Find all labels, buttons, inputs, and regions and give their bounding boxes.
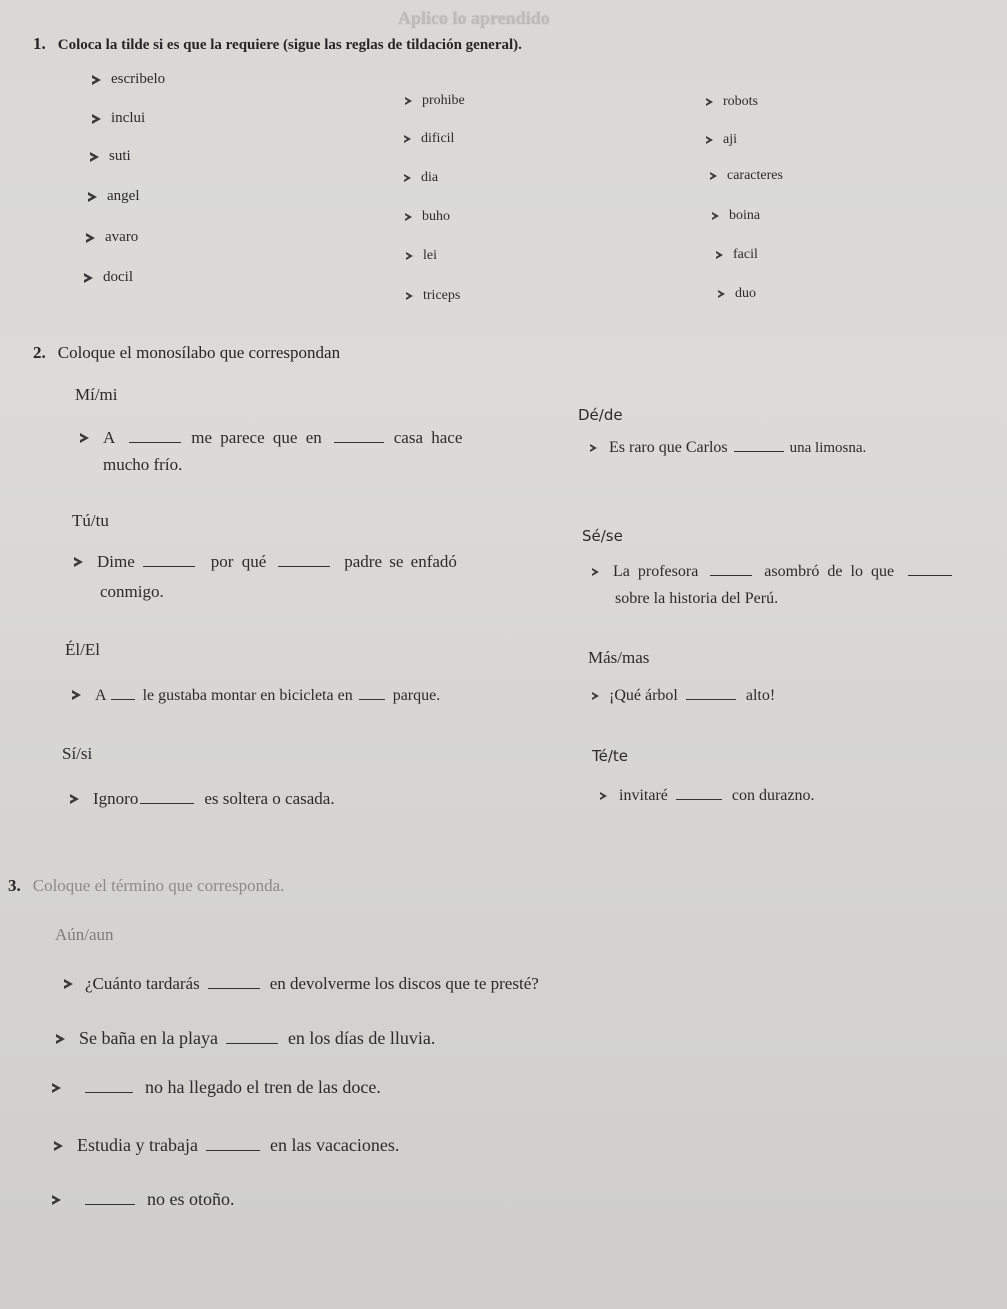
section-heading-mi: Mí/mi [75,385,118,404]
answer-blank[interactable] [278,564,330,567]
q1-item [92,110,145,127]
arrow-bullet-icon [84,273,93,283]
arrow-bullet-icon [590,444,597,452]
q1-item [92,71,165,88]
q1-item [716,247,758,263]
arrow-bullet-icon [706,98,713,106]
section-heading-se: Sé/se [582,527,623,545]
answer-blank[interactable] [208,986,260,989]
exercise-text: es soltera o casada. [204,789,335,808]
page-title: Aplico lo aprendido [398,8,550,28]
q1-word: lei [423,248,437,263]
answer-blank[interactable] [676,797,722,800]
exercise-te-line [600,787,815,805]
q1-word: dia [421,170,439,185]
exercise-text: Ignoro [93,789,139,808]
arrow-bullet-icon [92,114,101,124]
answer-blank[interactable] [710,573,752,576]
exercise-text: le gustaba montar en bicicleta en [142,687,353,704]
arrow-bullet-icon [406,252,413,260]
arrow-bullet-icon [404,174,411,182]
q1-word: inclui [111,110,146,126]
arrow-bullet-icon [600,792,607,800]
q1-item [706,94,758,110]
exercise-tu-line2: conmigo. [100,582,164,601]
arrow-bullet-icon [405,97,412,105]
q1-word: aji [723,132,737,147]
exercise-text: Es raro que Carlos [609,439,728,456]
exercise-aun-line [56,1028,435,1049]
answer-blank[interactable] [111,697,135,700]
exercise-text: asombró de lo que [764,563,895,580]
answer-blank[interactable] [206,1148,260,1151]
arrow-bullet-icon [592,692,599,700]
q1-item [88,188,139,205]
arrow-bullet-icon [404,135,411,143]
q1-word: escribelo [111,71,166,87]
answer-blank[interactable] [686,697,736,700]
exercise-aun-line [52,1189,235,1210]
exercise-text: padre se enfadó [344,552,457,571]
question-2-text: Coloque el monosílabo que correspondan [57,343,341,362]
exercise-text: en devolverme los discos que te presté? [269,974,539,993]
question-1-number: 1. [33,34,46,53]
exercise-text: ¡Qué árbol [609,687,678,704]
exercise-se-line1 [592,563,952,581]
exercise-mi-line2: mucho frío. [103,455,183,474]
question-3-heading [8,876,284,896]
answer-blank[interactable] [734,449,784,452]
arrow-bullet-icon [406,292,413,300]
exercise-text: me parece que en [191,428,322,447]
q1-item [710,168,783,184]
section-heading-te: Té/te [592,747,629,765]
arrow-bullet-icon [74,557,83,567]
arrow-bullet-icon [56,1034,65,1044]
q1-item [90,148,131,165]
q1-word: avaro [105,229,139,245]
exercise-text: La profesora [613,563,699,580]
exercise-text: por qué [210,552,267,571]
question-1-heading [33,34,522,54]
exercise-aun-line [54,1135,399,1156]
q1-item [706,132,737,148]
q1-item [405,209,450,225]
q1-item [712,208,760,224]
answer-blank[interactable] [140,801,194,804]
exercise-text: Dime [97,552,135,571]
q1-item [405,93,465,109]
answer-blank[interactable] [908,573,952,576]
exercise-text: en las vacaciones. [269,1135,400,1155]
arrow-bullet-icon [405,213,412,221]
section-heading-de: Dé/de [578,406,623,424]
section-heading-aun: Aún/aun [55,925,114,944]
exercise-text: Estudia y trabaja [77,1135,198,1155]
section-heading-el: Él/El [65,640,100,659]
arrow-bullet-icon [86,233,95,243]
exercise-text: en los días de lluvia. [287,1028,436,1048]
arrow-bullet-icon [710,172,717,180]
q1-word: facil [733,247,758,262]
exercise-text: ¿Cuánto tardarás [85,974,200,993]
q1-word: triceps [423,288,461,303]
exercise-text: no es otoño. [147,1189,235,1209]
q1-word: duo [735,286,756,301]
arrow-bullet-icon [706,136,713,144]
arrow-bullet-icon [88,192,97,202]
section-heading-tu: Tú/tu [72,511,109,530]
arrow-bullet-icon [90,152,99,162]
arrow-bullet-icon [52,1195,61,1205]
arrow-bullet-icon [54,1141,63,1151]
exercise-si-line [70,789,335,809]
arrow-bullet-icon [712,212,719,220]
arrow-bullet-icon [64,979,73,989]
q1-word: boina [729,208,761,223]
q1-item [404,131,454,147]
exercise-text: no ha llegado el tren de las doce. [145,1077,381,1097]
q1-item [406,288,460,304]
q1-item [718,286,756,302]
question-1-text: Coloca la tilde si es que la requiere (sigue las reglas de tildación general). [57,37,522,53]
section-heading-si: Sí/si [62,744,93,763]
arrow-bullet-icon [718,290,725,298]
exercise-text: casa hace [393,428,463,447]
arrow-bullet-icon [92,75,101,85]
arrow-bullet-icon [72,690,81,700]
exercise-text: una limosna. [789,440,867,456]
q1-item [84,269,133,286]
answer-blank[interactable] [85,1090,133,1093]
exercise-mi-line1 [80,428,462,448]
answer-blank[interactable] [359,697,385,700]
exercise-aun-line [64,974,539,994]
answer-blank[interactable] [129,440,181,443]
arrow-bullet-icon [70,794,79,804]
q1-word: buho [422,209,450,224]
exercise-text: parque. [392,687,441,704]
q1-word: prohibe [422,93,465,108]
answer-blank[interactable] [334,440,384,443]
exercise-text: con durazno. [731,787,815,804]
exercise-text: A [95,687,107,704]
exercise-text: A [103,428,116,447]
q1-item [86,229,138,246]
exercise-text: invitaré [619,787,668,804]
question-2-number: 2. [33,343,46,362]
exercise-el-line [72,687,440,705]
q1-word: dificil [421,131,455,146]
exercise-de-line [590,439,866,457]
q1-item [404,170,438,186]
question-2-heading [33,343,340,363]
exercise-aun-line [52,1077,381,1098]
exercise-tu-line1 [74,552,457,572]
arrow-bullet-icon [52,1083,61,1093]
answer-blank[interactable] [143,564,195,567]
question-3-text: Coloque el término que corresponda. [32,876,285,895]
answer-blank[interactable] [226,1041,278,1044]
arrow-bullet-icon [592,568,599,576]
q1-word: docil [103,269,133,285]
q1-word: robots [723,94,758,109]
q1-word: suti [109,148,131,164]
exercise-text: alto! [745,687,776,704]
arrow-bullet-icon [80,433,89,443]
section-heading-mas: Más/mas [588,648,650,667]
answer-blank[interactable] [85,1202,135,1205]
exercise-mas-line [592,687,775,705]
q1-word: angel [107,188,140,204]
question-3-number: 3. [8,876,21,895]
exercise-text: Se baña en la playa [79,1028,218,1048]
exercise-se-line2: sobre la historia del Perú. [615,590,779,607]
arrow-bullet-icon [716,251,723,259]
q1-item [406,248,437,264]
q1-word: caracteres [727,168,783,183]
